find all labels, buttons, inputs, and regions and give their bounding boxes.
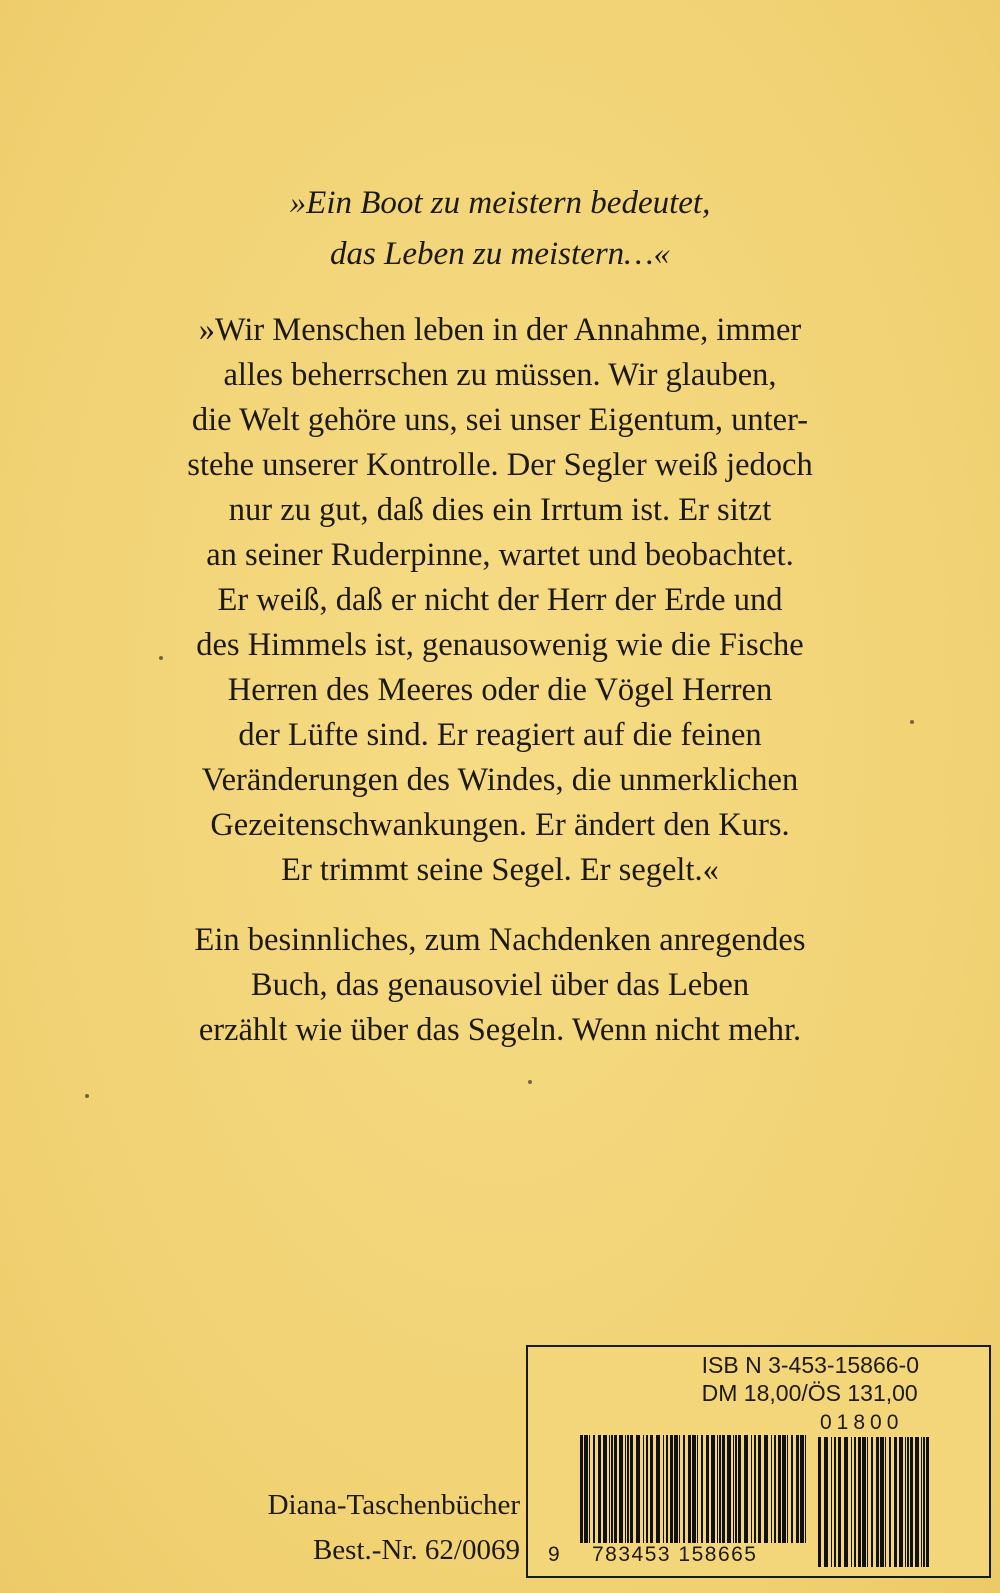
barcode-bar: [630, 1435, 633, 1543]
barcode-bar: [744, 1435, 748, 1543]
barcode-bar: [697, 1435, 698, 1543]
motto-line: das Leben zu meistern…«: [329, 236, 671, 272]
barcode-bar: [800, 1435, 804, 1543]
barcode-bar: [688, 1435, 691, 1543]
addon-barcode: [818, 1437, 933, 1567]
barcode-bar: [706, 1435, 709, 1543]
barcode-bar: [598, 1435, 601, 1543]
barcode-bar: [871, 1437, 873, 1567]
barcode-bar: [733, 1435, 734, 1543]
blurb-paragraph: [120, 918, 880, 1053]
barcode-bar: [885, 1437, 886, 1567]
barcode-bar: [771, 1435, 772, 1543]
addon-digits: 01800: [820, 1411, 904, 1434]
barcode-bar: [683, 1435, 685, 1543]
barcode-bar: [910, 1437, 913, 1567]
blurb-line: Buch, das genausoviel über das Leben: [250, 967, 750, 1003]
quote-line: Gezeitenschwankungen. Er ändert den Kurs.: [210, 807, 790, 843]
barcode-bar: [876, 1437, 879, 1567]
quote-line: der Lüfte sind. Er reagiert auf die feinen: [238, 717, 762, 753]
barcode-bar: [818, 1437, 821, 1567]
print-speck: [910, 720, 914, 724]
motto-line: »Ein Boot zu meistern bedeutet,: [289, 185, 711, 221]
barcode-bar: [580, 1435, 583, 1543]
barcode-bar: [858, 1437, 861, 1567]
print-speck: [528, 1080, 532, 1084]
blurb-line: erzählt wie über das Segeln. Wenn nicht mehr.: [198, 1012, 802, 1048]
barcode-bar: [791, 1435, 793, 1543]
barcode-bar: [625, 1435, 626, 1543]
barcode-bar: [666, 1435, 668, 1543]
barcode-bar: [758, 1435, 761, 1543]
quote-line: »Wir Menschen leben in der Annahme, immer: [198, 312, 802, 348]
barcode-bar: [851, 1437, 852, 1567]
barcode-bar: [899, 1437, 903, 1567]
barcode-bar: [589, 1435, 590, 1543]
print-speck: [85, 1094, 89, 1098]
barcode-bar: [926, 1437, 929, 1567]
barcode-bar: [915, 1437, 919, 1567]
ean-digits: 783453 158665: [592, 1543, 758, 1566]
isbn-price-block: [702, 1351, 919, 1407]
quote-line: Veränderungen des Windes, die unmerklichen: [201, 762, 799, 798]
barcode-bar: [603, 1435, 607, 1543]
barcode-bar: [711, 1435, 715, 1543]
quote-line: Er trimmt seine Segel. Er segelt.«: [281, 852, 719, 888]
barcode-bar: [609, 1435, 610, 1543]
barcode-bar: [643, 1435, 644, 1543]
barcode-bar: [778, 1435, 781, 1543]
quote-line: des Himmels ist, genausowenig wie die Fische: [196, 627, 804, 663]
barcode-bar: [663, 1435, 664, 1543]
publisher-series: Diana-Taschenbücher: [267, 1489, 520, 1521]
barcode-bar: [844, 1437, 848, 1567]
barcode-bar: [923, 1437, 925, 1567]
barcode-bar: [764, 1435, 768, 1543]
barcode-bar: [824, 1437, 828, 1567]
barcode-bar: [805, 1435, 806, 1543]
barcode-bar: [722, 1435, 725, 1543]
blurb-line: Ein besinnliches, zum Nachdenken anregendes: [194, 922, 806, 958]
quote-line: an seiner Ruderpinne, wartet und beobachtet.: [206, 537, 794, 573]
publisher-info: [200, 1483, 520, 1573]
barcode-bar: [646, 1435, 648, 1543]
barcode-bar: [636, 1435, 640, 1543]
barcode-bar: [774, 1435, 776, 1543]
barcode-bar: [834, 1437, 836, 1567]
barcode-bar: [679, 1435, 680, 1543]
barcode-bar: [719, 1435, 721, 1543]
barcode-bar: [867, 1437, 868, 1567]
barcode-bar: [727, 1435, 731, 1543]
barcode-bar: [738, 1435, 741, 1543]
barcode-bar: [854, 1437, 856, 1567]
quote-line: die Welt gehöre uns, sei unser Eigentum, unter-: [191, 402, 809, 438]
barcode-bar: [735, 1435, 737, 1543]
barcode-bar: [880, 1437, 884, 1567]
barcode-bar: [717, 1435, 718, 1543]
barcode-bar: [782, 1435, 786, 1543]
ean-first-digit: 9: [548, 1543, 560, 1566]
barcode-bar: [692, 1435, 696, 1543]
quote-line: alles beherrschen zu müssen. Wir glauben,: [223, 357, 777, 393]
print-speck: [159, 656, 163, 660]
barcode-bar: [787, 1435, 788, 1543]
barcode-bar: [796, 1435, 799, 1543]
barcode-bar: [751, 1435, 752, 1543]
barcode-bar: [614, 1435, 617, 1543]
barcode-bar: [862, 1437, 866, 1567]
ean-barcode: [580, 1435, 810, 1543]
quote-line: nur zu gut, daß dies ein Irrtum ist. Er sitzt: [228, 492, 772, 528]
quote-line: Herren des Meeres oder die Vögel Herren: [227, 672, 773, 708]
isbn-text: ISB N 3-453-15866-0: [701, 1352, 919, 1378]
barcode-bar: [611, 1435, 613, 1543]
barcode-bar: [650, 1435, 653, 1543]
motto: [150, 178, 850, 280]
price-text: DM 18,00/ÖS 131,00: [701, 1380, 918, 1406]
barcode-bar: [627, 1435, 629, 1543]
barcode-bar: [838, 1437, 841, 1567]
barcode-bar: [907, 1437, 909, 1567]
barcode-bar: [670, 1435, 673, 1543]
order-number: Best.-Nr. 62/0069: [312, 1534, 520, 1566]
barcode-panel: [526, 1345, 991, 1578]
barcode-bar: [584, 1435, 588, 1543]
quote-paragraph: [120, 308, 880, 893]
barcode-bar: [656, 1435, 660, 1543]
barcode-bar: [619, 1435, 623, 1543]
quote-line: Er weiß, daß er nicht der Herr der Erde und: [217, 582, 783, 618]
barcode-bar: [674, 1435, 678, 1543]
barcode-bar: [894, 1437, 897, 1567]
barcode-bar: [701, 1435, 703, 1543]
barcode-bar: [921, 1437, 922, 1567]
barcode-bar: [905, 1437, 906, 1567]
barcode-bar: [754, 1435, 756, 1543]
barcode-bar: [593, 1435, 595, 1543]
barcode-bar: [831, 1437, 832, 1567]
quote-line: stehe unserer Kontrolle. Der Segler weiß jedoch: [187, 447, 813, 483]
barcode-bar: [889, 1437, 891, 1567]
